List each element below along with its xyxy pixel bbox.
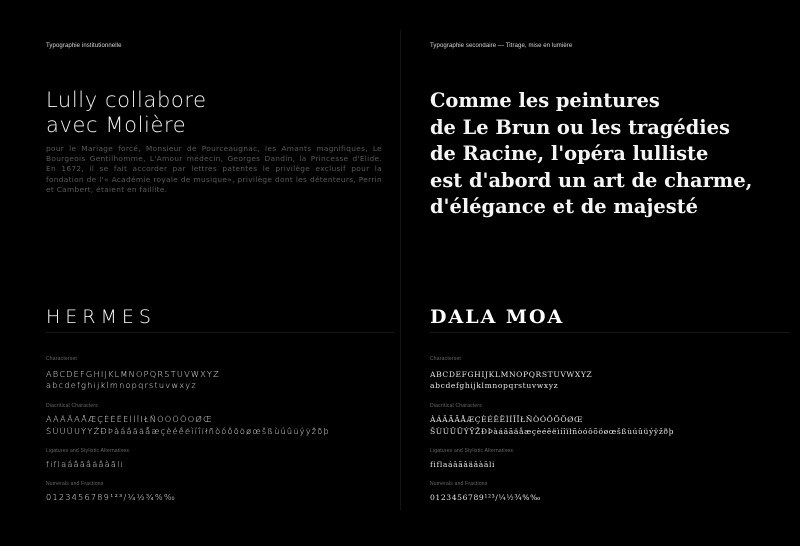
primary-typography-column [46,0,396,546]
primary-font-name: HERMES [46,306,156,328]
diacritics-line-1: ÀÁÂÃÄÅÆÇÈÉÊËÌÍÎÏŁÑÒÓÔÕÖØŒ [46,415,213,424]
secondary-kicker: Typographie secondaire — Titrage, mise en lumière [430,43,573,49]
secondary-typography-column [430,0,790,546]
numerals-line: 0123456789¹²³/¼½¾%‰ [430,493,541,502]
numerals-label: Numerals and Fractions [430,481,488,487]
numerals-line: 0123456789¹²³/¼½¾%‰ [46,493,177,502]
secondary-headline-line-1: Comme les peintures [430,89,660,112]
primary-body-text: pour le Mariage forcé, Monsieur de Pourceaugnac, les Amants magnifiques, Le Bourgeois Gentilhomme, L'Amour médecin, Georges Dandin, la Princesse d'Elide. En 1672, il se fait accorder par lettres patentes le privilège exclusif pour la fondation de l'« Académie royale de musique», privilège dont les détenteurs, Perrin et Cambert, étaient en faillite. [46,144,382,194]
primary-kicker: Typographie institutionnelle [46,43,122,49]
secondary-headline-line-3: de Racine, l'opéra lulliste [430,142,709,165]
diacritics-label: Diacritical Characters [430,403,482,409]
primary-headline-line-1: Lully collabore [46,88,207,112]
characterset-upper: ABCDEFGHIJKLMNOPQRSTUVWXYZ [46,370,220,379]
ligatures-line: fiflaáâãâäâàāli [430,460,496,469]
secondary-headline [430,88,790,221]
secondary-headline-line-4: est d'abord un art de charme, [430,168,753,192]
ligatures-label: Ligatures and Stylistic Alternatives [430,448,514,454]
characterset-lower: abcdefghijklmnopqrstuvwxyz [46,381,197,390]
ligatures-label: Ligatures and Stylistic Alternatives [46,448,130,454]
characterset-label: Characterset [430,356,462,362]
characterset-label: Characterset [46,356,78,362]
secondary-headline-line-5: d'élégance et de majesté [430,195,698,218]
numerals-label: Numerals and Fractions [46,481,104,487]
diacritics-line-2: ŠÙÚÛÜÝŸŽÐÞàáâãäåæçèéêëìíîïłñòóôõöøœšßùúûüýÿžðþ [430,427,675,436]
center-divider [400,30,401,510]
characterset-lower: abcdefghijklmnopqrstuvwxyz [430,381,559,390]
diacritics-line-2: ŠÙÚÛÜÝŸŽÐÞàáâãäåæçèéêëìíîïłñòóôõöøœšßùúûüýÿžðþ [46,427,330,436]
characterset-upper: ABCDEFGHIJKLMNOPQRSTUVWXYZ [430,370,593,379]
secondary-font-name: DALA MOA [430,306,565,328]
secondary-headline-line-2: de Le Brun ou les tragédies [430,115,730,139]
primary-headline-line-2: avec Molière [46,113,187,137]
ligatures-line: fiflaáâãâäâàāli [46,460,125,469]
primary-headline [46,88,207,138]
diacritics-line-1: ÀÁÂÃÄÅÆÇÈÉÊËÌÍÎÏŁÑÒÓÔÕÖØŒ [430,415,584,424]
diacritics-label: Diacritical Characters [46,403,98,409]
